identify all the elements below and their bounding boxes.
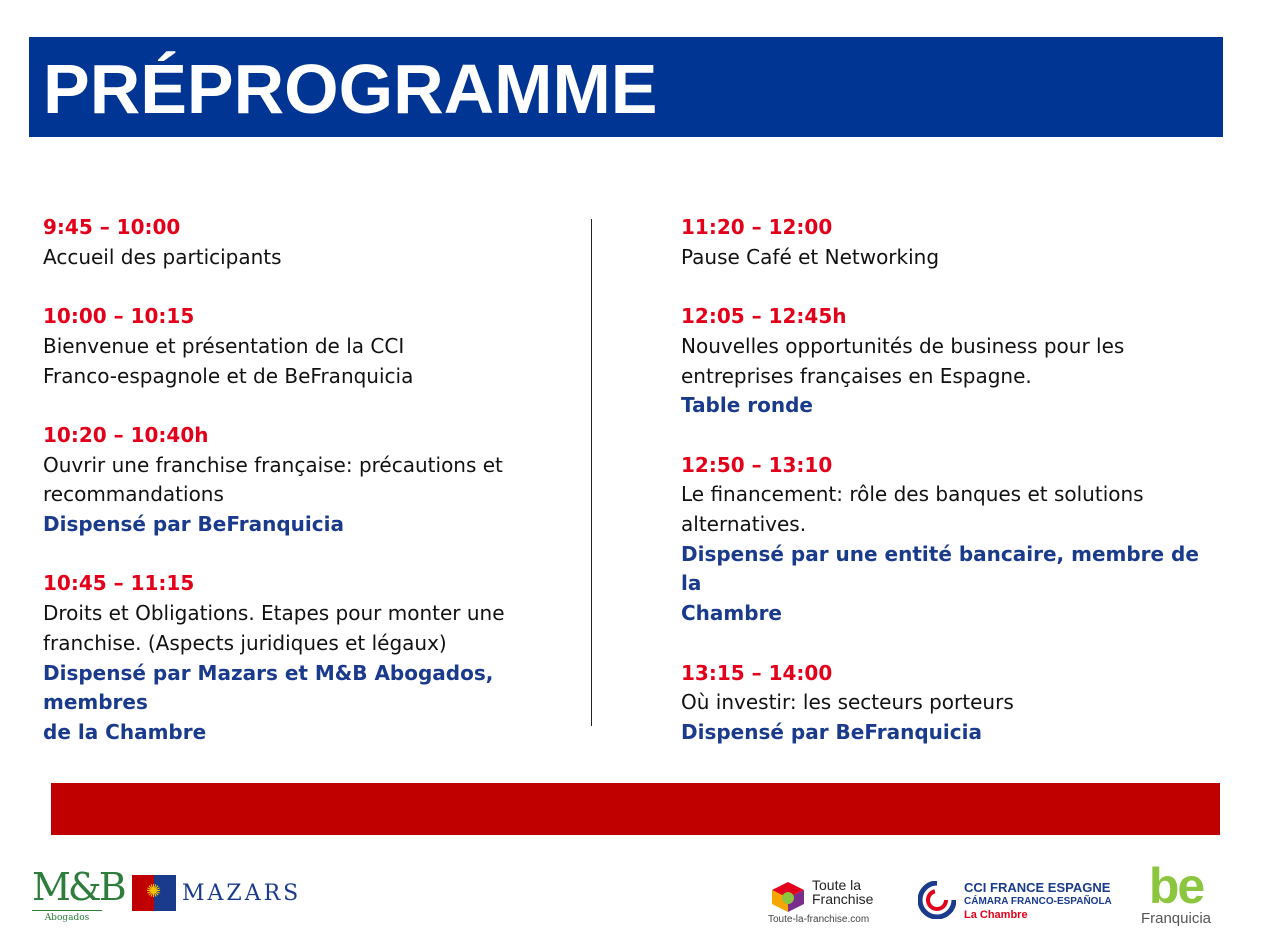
session-time: 10:45 – 11:15 xyxy=(43,571,195,596)
be-logo-sub: Franquicia xyxy=(1140,910,1212,927)
session-time: 10:20 – 10:40h xyxy=(43,422,209,447)
session-time: 10:00 – 10:15 xyxy=(43,304,195,329)
session-time: 13:15 – 14:00 xyxy=(681,660,833,685)
session-title: Où investir: les secteurs porteurs xyxy=(681,690,1014,715)
column-divider xyxy=(591,219,592,726)
schedule-right-column xyxy=(681,213,1221,777)
session-item xyxy=(43,302,583,391)
session-title: Ouvrir une franchise française: précautions et recommandations xyxy=(43,452,503,507)
session-speaker: Dispensé par Mazars et M&B Abogados, membres de la Chambre xyxy=(43,660,494,744)
session-title: Le financement: rôle des banques et solutions alternatives. xyxy=(681,482,1144,536)
tlf-line-2: Franchise xyxy=(812,891,874,907)
befranquicia-logo xyxy=(1136,858,1216,934)
session-speaker: Dispensé par une entité bancaire, membre de la Chambre xyxy=(681,541,1199,626)
session-title: Nouvelles opportunités de business pour les entreprises françaises en Espagne. xyxy=(681,333,1125,388)
session-time: 12:50 – 13:10 xyxy=(681,452,833,477)
tlf-line-1: Toute la xyxy=(812,877,862,893)
mazars-emblem-icon: ✺ xyxy=(132,875,176,911)
toute-la-franchise-icon xyxy=(768,880,808,914)
session-time: 11:20 – 12:00 xyxy=(681,215,833,239)
session-item xyxy=(681,659,1221,748)
session-item xyxy=(43,213,583,272)
schedule-left-column xyxy=(43,213,583,777)
session-time: 12:05 – 12:45h xyxy=(681,304,847,329)
mb-logo-sub: Abogados xyxy=(32,910,102,923)
mb-abogados-logo xyxy=(32,865,124,926)
session-title: Pause Café et Networking xyxy=(681,244,940,269)
cci-line-1: CCI FRANCE ESPAGNE xyxy=(964,880,1111,895)
mazars-logo xyxy=(132,875,301,911)
session-speaker: Dispensé par BeFranquicia xyxy=(43,512,344,536)
page-title: PRÉPROGRAMME xyxy=(43,50,658,128)
header-bar xyxy=(29,37,1223,137)
tlf-url: Toute-la-franchise.com xyxy=(768,914,870,925)
cci-emblem-icon xyxy=(918,881,956,919)
session-title: Droits et Obligations. Etapes pour monter une franchise. (Aspects juridiques et légaux) xyxy=(43,601,505,655)
session-item xyxy=(43,569,583,747)
session-time: 9:45 – 10:00 xyxy=(43,215,181,239)
session-title: Bienvenue et présentation de la CCI Franco-espagnole et de BeFranquicia xyxy=(43,333,414,388)
footer-bar xyxy=(51,783,1220,835)
session-item xyxy=(681,302,1221,421)
cci-line-3: La Chambre xyxy=(964,909,1028,921)
session-item xyxy=(681,451,1221,629)
cci-france-espagne-logo xyxy=(918,878,1112,924)
session-speaker: Table ronde xyxy=(681,393,813,418)
cci-line-2: CÁMARA FRANCO-ESPAÑOLA xyxy=(964,896,1112,907)
session-item xyxy=(43,421,583,540)
session-speaker: Dispensé par BeFranquicia xyxy=(681,719,982,744)
be-logo-mark: be xyxy=(1148,858,1204,914)
toute-la-franchise-logo xyxy=(768,878,893,926)
session-item xyxy=(681,213,1221,272)
mb-logo-mark: M&B xyxy=(32,865,124,909)
mazars-logo-text: MAZARS xyxy=(182,880,302,906)
session-title: Accueil des participants xyxy=(43,244,282,269)
